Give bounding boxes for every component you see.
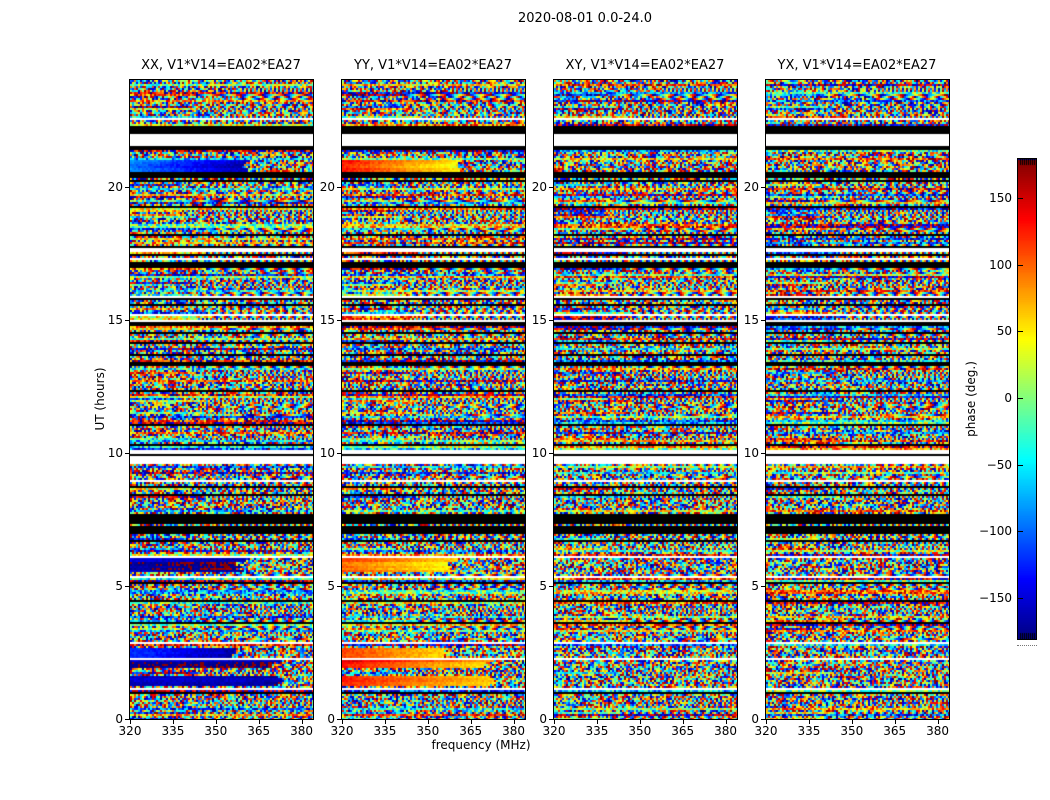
colorbar-tick [1018, 598, 1023, 599]
colorbar-canvas [1018, 159, 1036, 639]
x-tick-label: 380 [714, 724, 738, 738]
x-tick-label: 320 [754, 724, 778, 738]
x-tick-label: 320 [542, 724, 566, 738]
x-tick-label: 350 [840, 724, 864, 738]
colorbar-tick-label: −100 [979, 524, 1012, 539]
x-tick-label: 365 [247, 724, 271, 738]
y-tick-label: 20 [743, 179, 759, 194]
colorbar-tick [1018, 531, 1023, 532]
y-axis-label: UT (hours) [93, 367, 107, 431]
y-tick [549, 453, 553, 454]
x-axis-label: frequency (MHz) [431, 738, 531, 752]
y-tick [125, 453, 129, 454]
heatmap-canvas-xy [554, 80, 737, 719]
panel-yx [765, 79, 950, 720]
y-tick-label: 5 [327, 578, 335, 593]
x-tick-label: 335 [373, 724, 397, 738]
y-tick-label: 10 [107, 445, 123, 460]
y-tick [761, 586, 765, 587]
y-tick-label: 0 [539, 712, 547, 726]
x-tick-label: 365 [459, 724, 483, 738]
y-tick [549, 719, 553, 720]
colorbar-tick-label: 100 [989, 257, 1012, 272]
x-tick-label: 380 [290, 724, 314, 738]
panel-title-xy: XY, V1*V14=EA02*EA27 [565, 58, 725, 73]
y-tick [549, 187, 553, 188]
panel-title-xx: XX, V1*V14=EA02*EA27 [141, 58, 301, 73]
y-tick-label: 5 [751, 578, 759, 593]
y-tick [337, 453, 341, 454]
y-tick [337, 719, 341, 720]
y-tick-label: 0 [327, 712, 335, 726]
panel-xx [129, 79, 314, 720]
y-tick-label: 0 [751, 712, 759, 726]
x-tick-label: 350 [628, 724, 652, 738]
heatmap-canvas-xx [130, 80, 313, 719]
y-tick-label: 20 [531, 179, 547, 194]
colorbar-tick [1018, 398, 1023, 399]
panel-title-yy: YY, V1*V14=EA02*EA27 [354, 58, 512, 73]
colorbar-label: phase (deg.) [964, 361, 978, 437]
x-tick-label: 335 [161, 724, 185, 738]
y-tick-label: 15 [531, 312, 547, 327]
y-tick-label: 15 [107, 312, 123, 327]
panel-yy [341, 79, 526, 720]
y-tick [549, 586, 553, 587]
y-tick-label: 10 [531, 445, 547, 460]
x-tick-label: 380 [926, 724, 950, 738]
y-tick [761, 187, 765, 188]
figure-title: 2020-08-01 0.0-24.0 [518, 11, 652, 26]
colorbar [1017, 158, 1037, 640]
colorbar-tick-label: −150 [979, 591, 1012, 605]
colorbar-tick-label: −50 [986, 457, 1012, 472]
colorbar-tick [1018, 331, 1023, 332]
panel-title-yx: YX, V1*V14=EA02*EA27 [777, 58, 937, 73]
y-tick [337, 586, 341, 587]
x-tick-label: 365 [671, 724, 695, 738]
y-tick-label: 15 [319, 312, 335, 327]
y-tick [761, 453, 765, 454]
y-tick-label: 0 [115, 712, 123, 726]
colorbar-tick [1018, 265, 1023, 266]
x-tick-label: 350 [416, 724, 440, 738]
x-tick-label: 320 [118, 724, 142, 738]
y-tick-label: 15 [743, 312, 759, 327]
colorbar-tick-label: 150 [989, 191, 1012, 205]
y-tick-label: 5 [115, 578, 123, 593]
colorbar-tick [1018, 198, 1023, 199]
x-tick-label: 350 [204, 724, 228, 738]
y-tick-label: 20 [319, 179, 335, 194]
x-tick-label: 335 [797, 724, 821, 738]
y-tick [761, 719, 765, 720]
x-tick-label: 380 [502, 724, 526, 738]
y-tick [761, 320, 765, 321]
y-tick-label: 10 [743, 445, 759, 460]
heatmap-canvas-yx [766, 80, 949, 719]
y-tick [125, 187, 129, 188]
colorbar-tick-label: 50 [996, 324, 1012, 339]
y-tick [337, 320, 341, 321]
x-tick-label: 335 [585, 724, 609, 738]
y-tick [337, 187, 341, 188]
x-tick-label: 320 [330, 724, 354, 738]
y-tick [125, 320, 129, 321]
y-tick-label: 10 [319, 445, 335, 460]
heatmap-canvas-yy [342, 80, 525, 719]
panel-xy [553, 79, 738, 720]
y-tick [549, 320, 553, 321]
y-tick-label: 20 [107, 179, 123, 194]
y-tick-label: 5 [539, 578, 547, 593]
y-tick [125, 719, 129, 720]
y-tick [125, 586, 129, 587]
colorbar-tick-label: 0 [1004, 391, 1012, 405]
colorbar-tick [1018, 465, 1023, 466]
colorbar-edge-dots [1017, 645, 1037, 646]
x-tick-label: 365 [883, 724, 907, 738]
